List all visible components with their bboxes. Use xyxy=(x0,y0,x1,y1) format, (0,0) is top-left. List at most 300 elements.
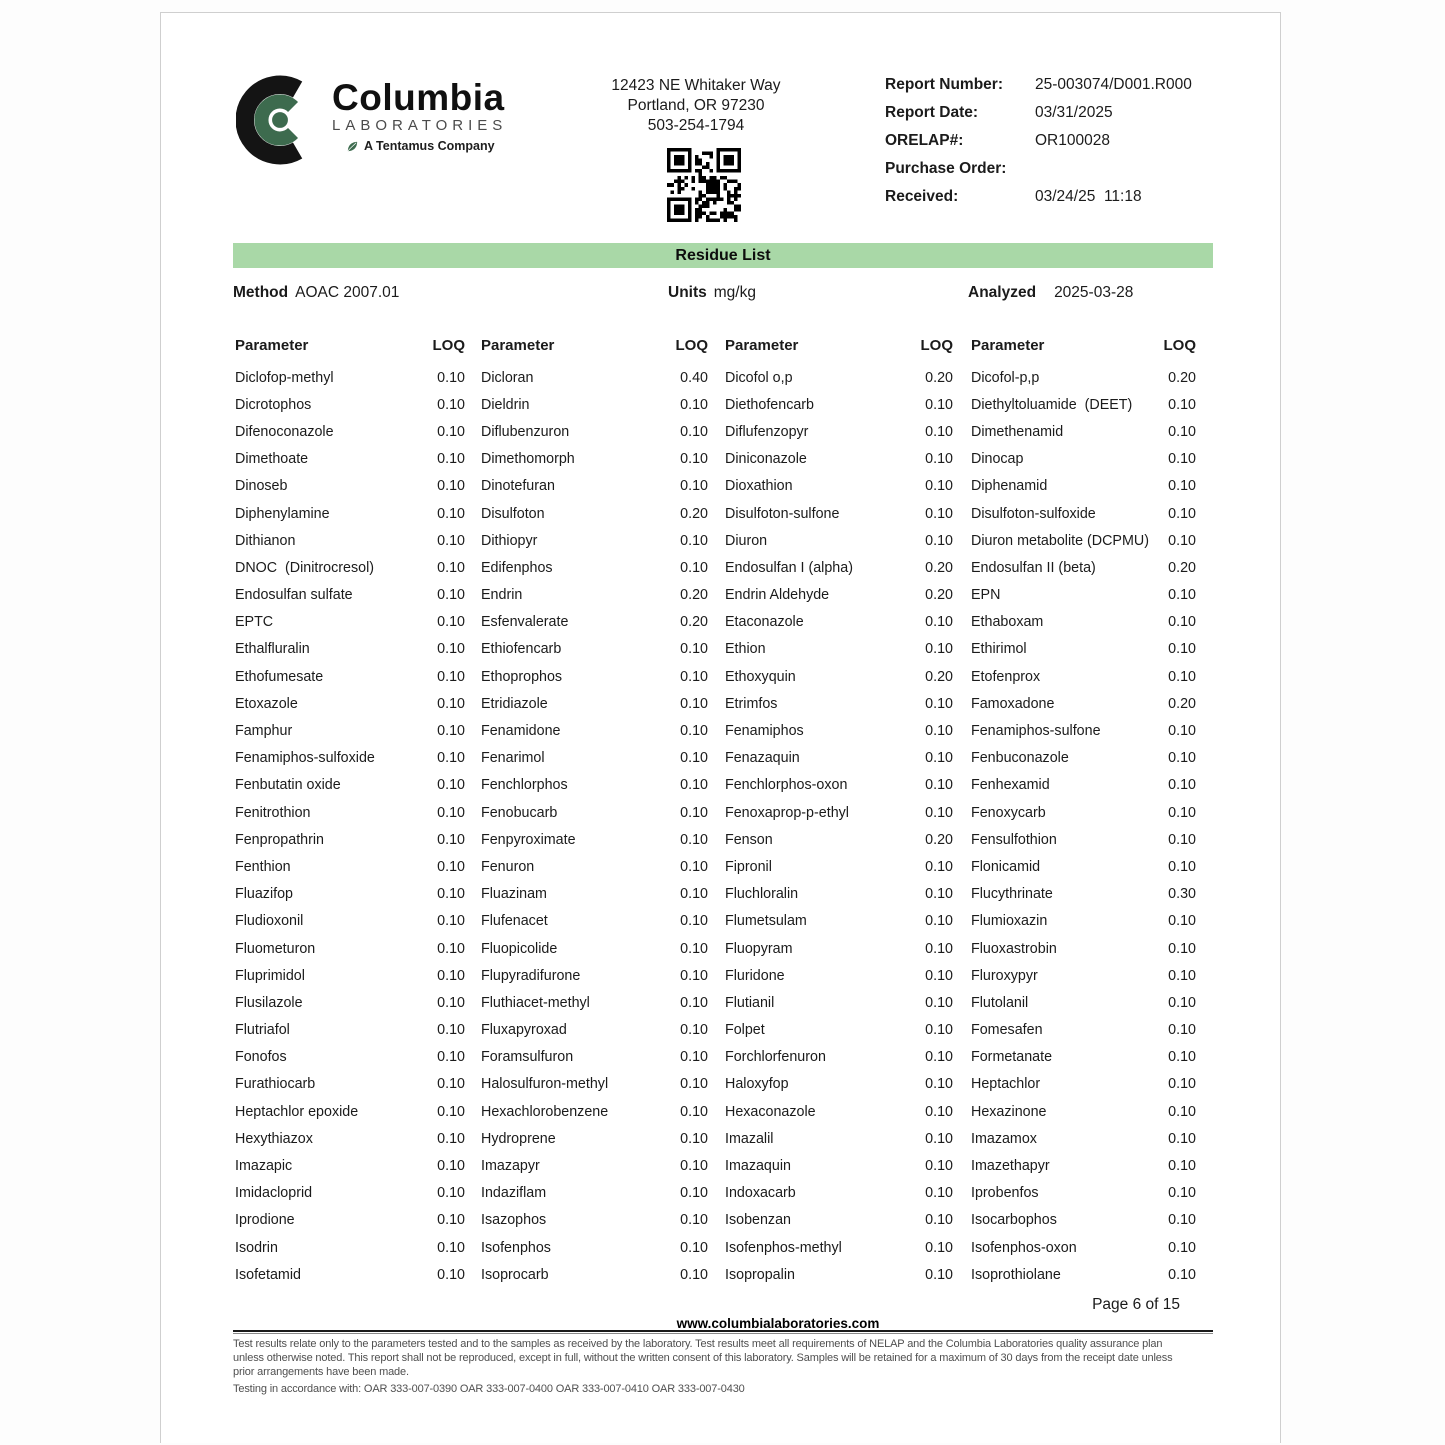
parameter-name: Dimethenamid xyxy=(971,423,1064,440)
parameter-loq: 0.20 xyxy=(925,668,953,685)
table-row xyxy=(971,1234,1196,1261)
table-row xyxy=(481,609,708,636)
table-row xyxy=(725,1098,953,1125)
table-row xyxy=(481,1071,708,1098)
table-row xyxy=(235,1044,465,1071)
parameter-loq: 0.10 xyxy=(680,1158,708,1175)
table-row xyxy=(725,962,953,989)
parameter-name: Diuron metabolite (DCPMU) xyxy=(971,532,1149,549)
parameter-loq: 0.10 xyxy=(1168,1076,1196,1093)
parameter-name: Flumetsulam xyxy=(725,913,807,930)
table-row xyxy=(971,826,1196,853)
table-row xyxy=(235,1234,465,1261)
parameter-name: Fluazinam xyxy=(481,886,547,903)
table-row xyxy=(235,772,465,799)
table-row xyxy=(971,745,1196,772)
parameter-loq: 0.10 xyxy=(1168,1130,1196,1147)
table-row xyxy=(971,1152,1196,1179)
parameter-name: Ethoxyquin xyxy=(725,668,796,685)
residue-banner: Residue List xyxy=(233,243,1213,268)
parameter-name: Fluopyram xyxy=(725,940,793,957)
loq-header: LOQ xyxy=(432,337,465,354)
table-row xyxy=(481,473,708,500)
table-row xyxy=(481,554,708,581)
parameter-name: Dimethomorph xyxy=(481,451,575,468)
parameter-loq: 0.10 xyxy=(680,1049,708,1066)
parameter-loq: 0.10 xyxy=(680,1212,708,1229)
table-row xyxy=(725,609,953,636)
parameter-loq: 0.10 xyxy=(925,777,953,794)
table-row xyxy=(725,418,953,445)
parameter-name: Dieldrin xyxy=(481,396,530,413)
table-row xyxy=(235,989,465,1016)
table-row xyxy=(235,826,465,853)
parameter-name: Fenchlorphos-oxon xyxy=(725,777,848,794)
parameter-loq: 0.10 xyxy=(1168,423,1196,440)
parameter-name: Dinocap xyxy=(971,451,1024,468)
table-row xyxy=(235,717,465,744)
table-row xyxy=(235,527,465,554)
parameter-name: Iprobenfos xyxy=(971,1185,1039,1202)
parameter-name: Dicofol-p,p xyxy=(971,369,1040,386)
loq-header: LOQ xyxy=(1163,337,1196,354)
parameter-loq: 0.10 xyxy=(925,886,953,903)
analyzed-field xyxy=(968,284,1133,302)
table-row xyxy=(725,473,953,500)
table-row xyxy=(971,500,1196,527)
parameter-name: Dithianon xyxy=(235,532,296,549)
report-date-value: 03/31/2025 xyxy=(1035,104,1113,121)
table-row xyxy=(725,663,953,690)
parameter-loq: 0.10 xyxy=(437,831,465,848)
table-column-header xyxy=(725,337,953,364)
parameter-name: Fludioxonil xyxy=(235,913,304,930)
parameter-name: Forchlorfenuron xyxy=(725,1049,826,1066)
leaf-icon xyxy=(346,140,359,153)
table-row xyxy=(481,690,708,717)
parameter-name: Diclofop-methyl xyxy=(235,369,334,386)
parameter-name: Endosulfan I (alpha) xyxy=(725,559,853,576)
parameter-loq: 0.10 xyxy=(437,1158,465,1175)
parameter-loq: 0.10 xyxy=(925,614,953,631)
table-row xyxy=(725,826,953,853)
parameter-name: Dioxathion xyxy=(725,478,793,495)
orelap-label: ORELAP#: xyxy=(885,132,964,149)
address-line2: Portland, OR 97230 xyxy=(627,97,765,114)
parameter-name: Ethofumesate xyxy=(235,668,324,685)
website-link[interactable]: www.columbialaboratories.com xyxy=(676,1316,880,1331)
parameter-name: Haloxyfop xyxy=(725,1076,789,1093)
parameter-loq: 0.10 xyxy=(1168,858,1196,875)
parameter-loq: 0.10 xyxy=(437,614,465,631)
table-row xyxy=(235,364,465,391)
report-info xyxy=(885,76,1215,216)
parameter-loq: 0.10 xyxy=(925,1076,953,1093)
table-row xyxy=(235,908,465,935)
table-row xyxy=(725,527,953,554)
table-row xyxy=(971,1180,1196,1207)
parameter-loq: 0.20 xyxy=(680,505,708,522)
table-row xyxy=(725,717,953,744)
parameter-name: Fenamiphos-sulfone xyxy=(971,723,1101,740)
orelap-value: OR100028 xyxy=(1035,132,1110,149)
parameter-loq: 0.40 xyxy=(680,369,708,386)
table-row xyxy=(971,1098,1196,1125)
parameter-loq: 0.20 xyxy=(680,587,708,604)
parameter-name: Flucythrinate xyxy=(971,886,1053,903)
table-row xyxy=(481,391,708,418)
parameter-loq: 0.10 xyxy=(925,804,953,821)
parameter-name: Fenbutatin oxide xyxy=(235,777,341,794)
parameter-name: Fluthiacet-methyl xyxy=(481,994,590,1011)
parameter-loq: 0.10 xyxy=(1168,614,1196,631)
parameter-loq: 0.10 xyxy=(437,505,465,522)
parameter-name: Flutolanil xyxy=(971,994,1029,1011)
parameter-name: Halosulfuron-methyl xyxy=(481,1076,609,1093)
parameter-loq: 0.10 xyxy=(1168,1022,1196,1039)
table-row xyxy=(725,690,953,717)
parameter-loq: 0.10 xyxy=(437,587,465,604)
parameter-loq: 0.10 xyxy=(680,1239,708,1256)
parameter-loq: 0.10 xyxy=(925,695,953,712)
parameter-name: Fenobucarb xyxy=(481,804,558,821)
parameter-name: Isopropalin xyxy=(725,1266,795,1283)
parameter-loq: 0.10 xyxy=(680,777,708,794)
table-row xyxy=(725,582,953,609)
parameter-name: Isocarbophos xyxy=(971,1212,1057,1229)
parameter-name: Fluazifop xyxy=(235,886,294,903)
table-row xyxy=(971,391,1196,418)
parameter-loq: 0.10 xyxy=(1168,1266,1196,1283)
parameter-name: Fenchlorphos xyxy=(481,777,568,794)
parameter-name: Fluxapyroxad xyxy=(481,1022,567,1039)
table-row xyxy=(235,799,465,826)
table-row xyxy=(481,1044,708,1071)
parameter-name: Endosulfan sulfate xyxy=(235,587,353,604)
parameter-name: Dimethoate xyxy=(235,451,309,468)
table-row xyxy=(725,772,953,799)
parameter-loq: 0.10 xyxy=(1168,1212,1196,1229)
parameter-name: Diethyltoluamide (DEET) xyxy=(971,396,1133,413)
table-row xyxy=(481,908,708,935)
parameter-loq: 0.10 xyxy=(925,1185,953,1202)
table-column-header xyxy=(481,337,708,364)
parameter-loq: 0.10 xyxy=(1168,668,1196,685)
parameter-name: Imazamox xyxy=(971,1130,1037,1147)
parameter-name: Folpet xyxy=(725,1022,765,1039)
table-row xyxy=(235,962,465,989)
parameter-name: DNOC (Dinitrocresol) xyxy=(235,559,375,576)
parameter-loq: 0.20 xyxy=(925,831,953,848)
table-row xyxy=(481,1125,708,1152)
parameter-name: Flusilazole xyxy=(235,994,303,1011)
parameter-loq: 0.10 xyxy=(1168,1103,1196,1120)
parameter-loq: 0.10 xyxy=(680,396,708,413)
table-row xyxy=(971,935,1196,962)
parameter-loq: 0.20 xyxy=(925,369,953,386)
table-row xyxy=(725,745,953,772)
table-row xyxy=(481,418,708,445)
parameter-loq: 0.10 xyxy=(437,913,465,930)
table-row xyxy=(971,772,1196,799)
table-row xyxy=(481,1234,708,1261)
columbia-c-logo-icon xyxy=(236,74,324,166)
parameter-name: Isofenphos-methyl xyxy=(725,1239,842,1256)
parameter-name: Ethirimol xyxy=(971,641,1027,658)
parameter-loq: 0.10 xyxy=(437,1266,465,1283)
table-row xyxy=(235,1071,465,1098)
table-row xyxy=(481,881,708,908)
parameter-name: Ethoprophos xyxy=(481,668,563,685)
report-info-row xyxy=(885,188,1215,216)
parameter-loq: 0.10 xyxy=(680,451,708,468)
table-row xyxy=(235,853,465,880)
report-info-row xyxy=(885,104,1215,132)
received-value: 03/24/25 11:18 xyxy=(1035,188,1142,205)
table-row xyxy=(971,554,1196,581)
residue-column-3 xyxy=(725,337,953,1288)
parameter-loq: 0.10 xyxy=(680,1103,708,1120)
parameter-loq: 0.10 xyxy=(1168,831,1196,848)
parameter-loq: 0.10 xyxy=(925,967,953,984)
parameter-name: Fenarimol xyxy=(481,750,545,767)
parameter-name: Ethiofencarb xyxy=(481,641,562,658)
table-row xyxy=(481,962,708,989)
parameter-loq: 0.10 xyxy=(1168,940,1196,957)
parameter-loq: 0.10 xyxy=(437,695,465,712)
parameter-name: Etridiazole xyxy=(481,695,548,712)
parameter-loq: 0.10 xyxy=(1168,396,1196,413)
parameter-loq: 0.20 xyxy=(1168,695,1196,712)
parameter-loq: 0.10 xyxy=(680,1185,708,1202)
table-row xyxy=(235,1098,465,1125)
parameter-name: Fenoxycarb xyxy=(971,804,1046,821)
parameter-name: Fenbuconazole xyxy=(971,750,1069,767)
table-row xyxy=(971,1044,1196,1071)
parameter-name: Disulfoton-sulfoxide xyxy=(971,505,1096,522)
table-row xyxy=(971,473,1196,500)
parameter-name: Etaconazole xyxy=(725,614,804,631)
table-row xyxy=(725,1234,953,1261)
table-row xyxy=(235,935,465,962)
parameter-loq: 0.10 xyxy=(680,831,708,848)
parameter-loq: 0.10 xyxy=(680,886,708,903)
table-row xyxy=(971,1207,1196,1234)
table-row xyxy=(235,446,465,473)
parameter-name: Isofenphos-oxon xyxy=(971,1239,1077,1256)
units-label: Units xyxy=(668,284,707,301)
parameter-loq: 0.10 xyxy=(1168,967,1196,984)
parameter-name: Formetanate xyxy=(971,1049,1053,1066)
parameter-loq: 0.10 xyxy=(680,913,708,930)
parameter-header: Parameter xyxy=(481,337,555,354)
parameter-loq: 0.10 xyxy=(437,559,465,576)
parameter-loq: 0.10 xyxy=(437,994,465,1011)
parameter-name: Hexachlorobenzene xyxy=(481,1103,609,1120)
parameter-loq: 0.10 xyxy=(925,1049,953,1066)
table-row xyxy=(235,1261,465,1288)
parameter-name: Disulfoton-sulfone xyxy=(725,505,840,522)
table-row xyxy=(725,853,953,880)
parameter-loq: 0.30 xyxy=(1168,886,1196,903)
parameter-name: Heptachlor xyxy=(971,1076,1041,1093)
parameter-loq: 0.10 xyxy=(437,777,465,794)
parameter-name: Fluprimidol xyxy=(235,967,305,984)
parameter-loq: 0.10 xyxy=(437,1076,465,1093)
table-row xyxy=(481,527,708,554)
parameter-loq: 0.10 xyxy=(437,1239,465,1256)
parameter-name: Isofenphos xyxy=(481,1239,551,1256)
table-row xyxy=(481,1207,708,1234)
parameter-loq: 0.20 xyxy=(1168,559,1196,576)
parameter-name: Flupyradifurone xyxy=(481,967,581,984)
parameter-name: Fenuron xyxy=(481,858,535,875)
table-row xyxy=(725,1125,953,1152)
parameter-name: Endrin Aldehyde xyxy=(725,587,830,604)
parameter-loq: 0.10 xyxy=(1168,1239,1196,1256)
table-row xyxy=(235,1180,465,1207)
table-row xyxy=(725,500,953,527)
parameter-loq: 0.10 xyxy=(437,858,465,875)
parameter-loq: 0.10 xyxy=(680,641,708,658)
parameter-name: Dinoseb xyxy=(235,478,288,495)
accordance-text: Testing in accordance with: OAR 333-007-0390 OAR 333-007-0400 OAR 333-007-0410 OAR 333-007-0430 xyxy=(233,1383,745,1395)
address-line1: 12423 NE Whitaker Way xyxy=(611,77,781,94)
parameter-name: Iprodione xyxy=(235,1212,295,1229)
parameter-loq: 0.10 xyxy=(680,478,708,495)
parameter-name: Fluchloralin xyxy=(725,886,799,903)
parameter-name: Isoprocarb xyxy=(481,1266,549,1283)
parameter-name: Diflubenzuron xyxy=(481,423,570,440)
parameter-loq: 0.10 xyxy=(437,1212,465,1229)
table-row xyxy=(971,527,1196,554)
parameter-loq: 0.10 xyxy=(437,369,465,386)
parameter-loq: 0.10 xyxy=(680,532,708,549)
parameter-loq: 0.10 xyxy=(437,1049,465,1066)
parameter-name: Imazapyr xyxy=(481,1158,540,1175)
parameter-loq: 0.10 xyxy=(680,1022,708,1039)
table-row xyxy=(725,1261,953,1288)
parameter-loq: 0.10 xyxy=(1168,451,1196,468)
parameter-loq: 0.10 xyxy=(925,1130,953,1147)
parameter-name: Hydroprene xyxy=(481,1130,556,1147)
analyzed-label: Analyzed xyxy=(968,284,1037,301)
parameter-name: Fensulfothion xyxy=(971,831,1057,848)
parameter-name: Isobenzan xyxy=(725,1212,791,1229)
parameter-loq: 0.10 xyxy=(437,750,465,767)
parameter-name: Fenamiphos xyxy=(725,723,804,740)
parameter-name: Fluroxypyr xyxy=(971,967,1038,984)
parameter-loq: 0.10 xyxy=(437,1103,465,1120)
parameter-loq: 0.10 xyxy=(680,1266,708,1283)
parameter-loq: 0.10 xyxy=(437,668,465,685)
table-row xyxy=(481,799,708,826)
parameter-loq: 0.10 xyxy=(437,641,465,658)
table-row xyxy=(481,1261,708,1288)
parameter-loq: 0.10 xyxy=(925,451,953,468)
parameter-loq: 0.10 xyxy=(1168,913,1196,930)
footer-divider xyxy=(233,1330,1213,1334)
residue-column-1 xyxy=(235,337,465,1288)
table-row xyxy=(235,1017,465,1044)
table-row xyxy=(725,1207,953,1234)
parameter-name: Fenson xyxy=(725,831,773,848)
parameter-name: Dicrotophos xyxy=(235,396,312,413)
parameter-loq: 0.10 xyxy=(1168,804,1196,821)
table-row xyxy=(235,500,465,527)
parameter-loq: 0.10 xyxy=(925,723,953,740)
parameter-loq: 0.10 xyxy=(925,396,953,413)
parameter-loq: 0.10 xyxy=(925,940,953,957)
table-column-header xyxy=(235,337,465,364)
parameter-loq: 0.10 xyxy=(925,532,953,549)
parameter-name: Fenamiphos-sulfoxide xyxy=(235,750,375,767)
parameter-name: Dithiopyr xyxy=(481,532,538,549)
parameter-loq: 0.10 xyxy=(925,1266,953,1283)
table-row xyxy=(725,554,953,581)
parameter-name: Fenamidone xyxy=(481,723,561,740)
table-row xyxy=(971,881,1196,908)
parameter-loq: 0.10 xyxy=(680,967,708,984)
received-label: Received: xyxy=(885,188,959,205)
footer-disclaimer xyxy=(233,1337,1233,1396)
parameter-name: Ethaboxam xyxy=(971,614,1044,631)
parameter-name: Etrimfos xyxy=(725,695,778,712)
table-column-header xyxy=(971,337,1196,364)
parameter-name: Ethalfluralin xyxy=(235,641,310,658)
parameter-loq: 0.10 xyxy=(437,532,465,549)
parameter-name: Fluoxastrobin xyxy=(971,940,1057,957)
parameter-name: Isoprothiolane xyxy=(971,1266,1061,1283)
table-row xyxy=(235,418,465,445)
parameter-loq: 0.10 xyxy=(680,423,708,440)
parameter-name: Diphenamid xyxy=(971,478,1048,495)
parameter-name: Heptachlor epoxide xyxy=(235,1103,359,1120)
parameter-name: Fenpropathrin xyxy=(235,831,325,848)
parameter-loq: 0.10 xyxy=(437,723,465,740)
purchase-order-label: Purchase Order: xyxy=(885,160,1007,177)
parameter-name: Imidacloprid xyxy=(235,1185,313,1202)
method-value: AOAC 2007.01 xyxy=(295,284,400,301)
table-row xyxy=(725,391,953,418)
parameter-name: Fluopicolide xyxy=(481,940,558,957)
residue-column-2 xyxy=(481,337,708,1288)
parameter-loq: 0.10 xyxy=(1168,994,1196,1011)
brand-tagline xyxy=(346,139,507,153)
parameter-loq: 0.10 xyxy=(925,505,953,522)
table-row xyxy=(725,1180,953,1207)
parameter-name: Isazophos xyxy=(481,1212,547,1229)
table-row xyxy=(235,391,465,418)
units-value: mg/kg xyxy=(713,284,756,301)
parameter-name: Dicofol o,p xyxy=(725,369,793,386)
parameter-name: Dinotefuran xyxy=(481,478,555,495)
parameter-loq: 0.10 xyxy=(925,994,953,1011)
table-row xyxy=(971,446,1196,473)
parameter-name: Ethion xyxy=(725,641,766,658)
parameter-loq: 0.10 xyxy=(925,1212,953,1229)
lab-address xyxy=(571,76,821,136)
table-row xyxy=(725,1017,953,1044)
table-row xyxy=(971,717,1196,744)
disclaimer-line: prior arrangements have been made. xyxy=(233,1366,409,1378)
parameter-name: EPTC xyxy=(235,614,274,631)
method-label: Method xyxy=(233,284,289,301)
parameter-name: Fenitrothion xyxy=(235,804,311,821)
parameter-loq: 0.10 xyxy=(680,1130,708,1147)
report-info-row xyxy=(885,160,1215,188)
parameter-loq: 0.10 xyxy=(680,750,708,767)
